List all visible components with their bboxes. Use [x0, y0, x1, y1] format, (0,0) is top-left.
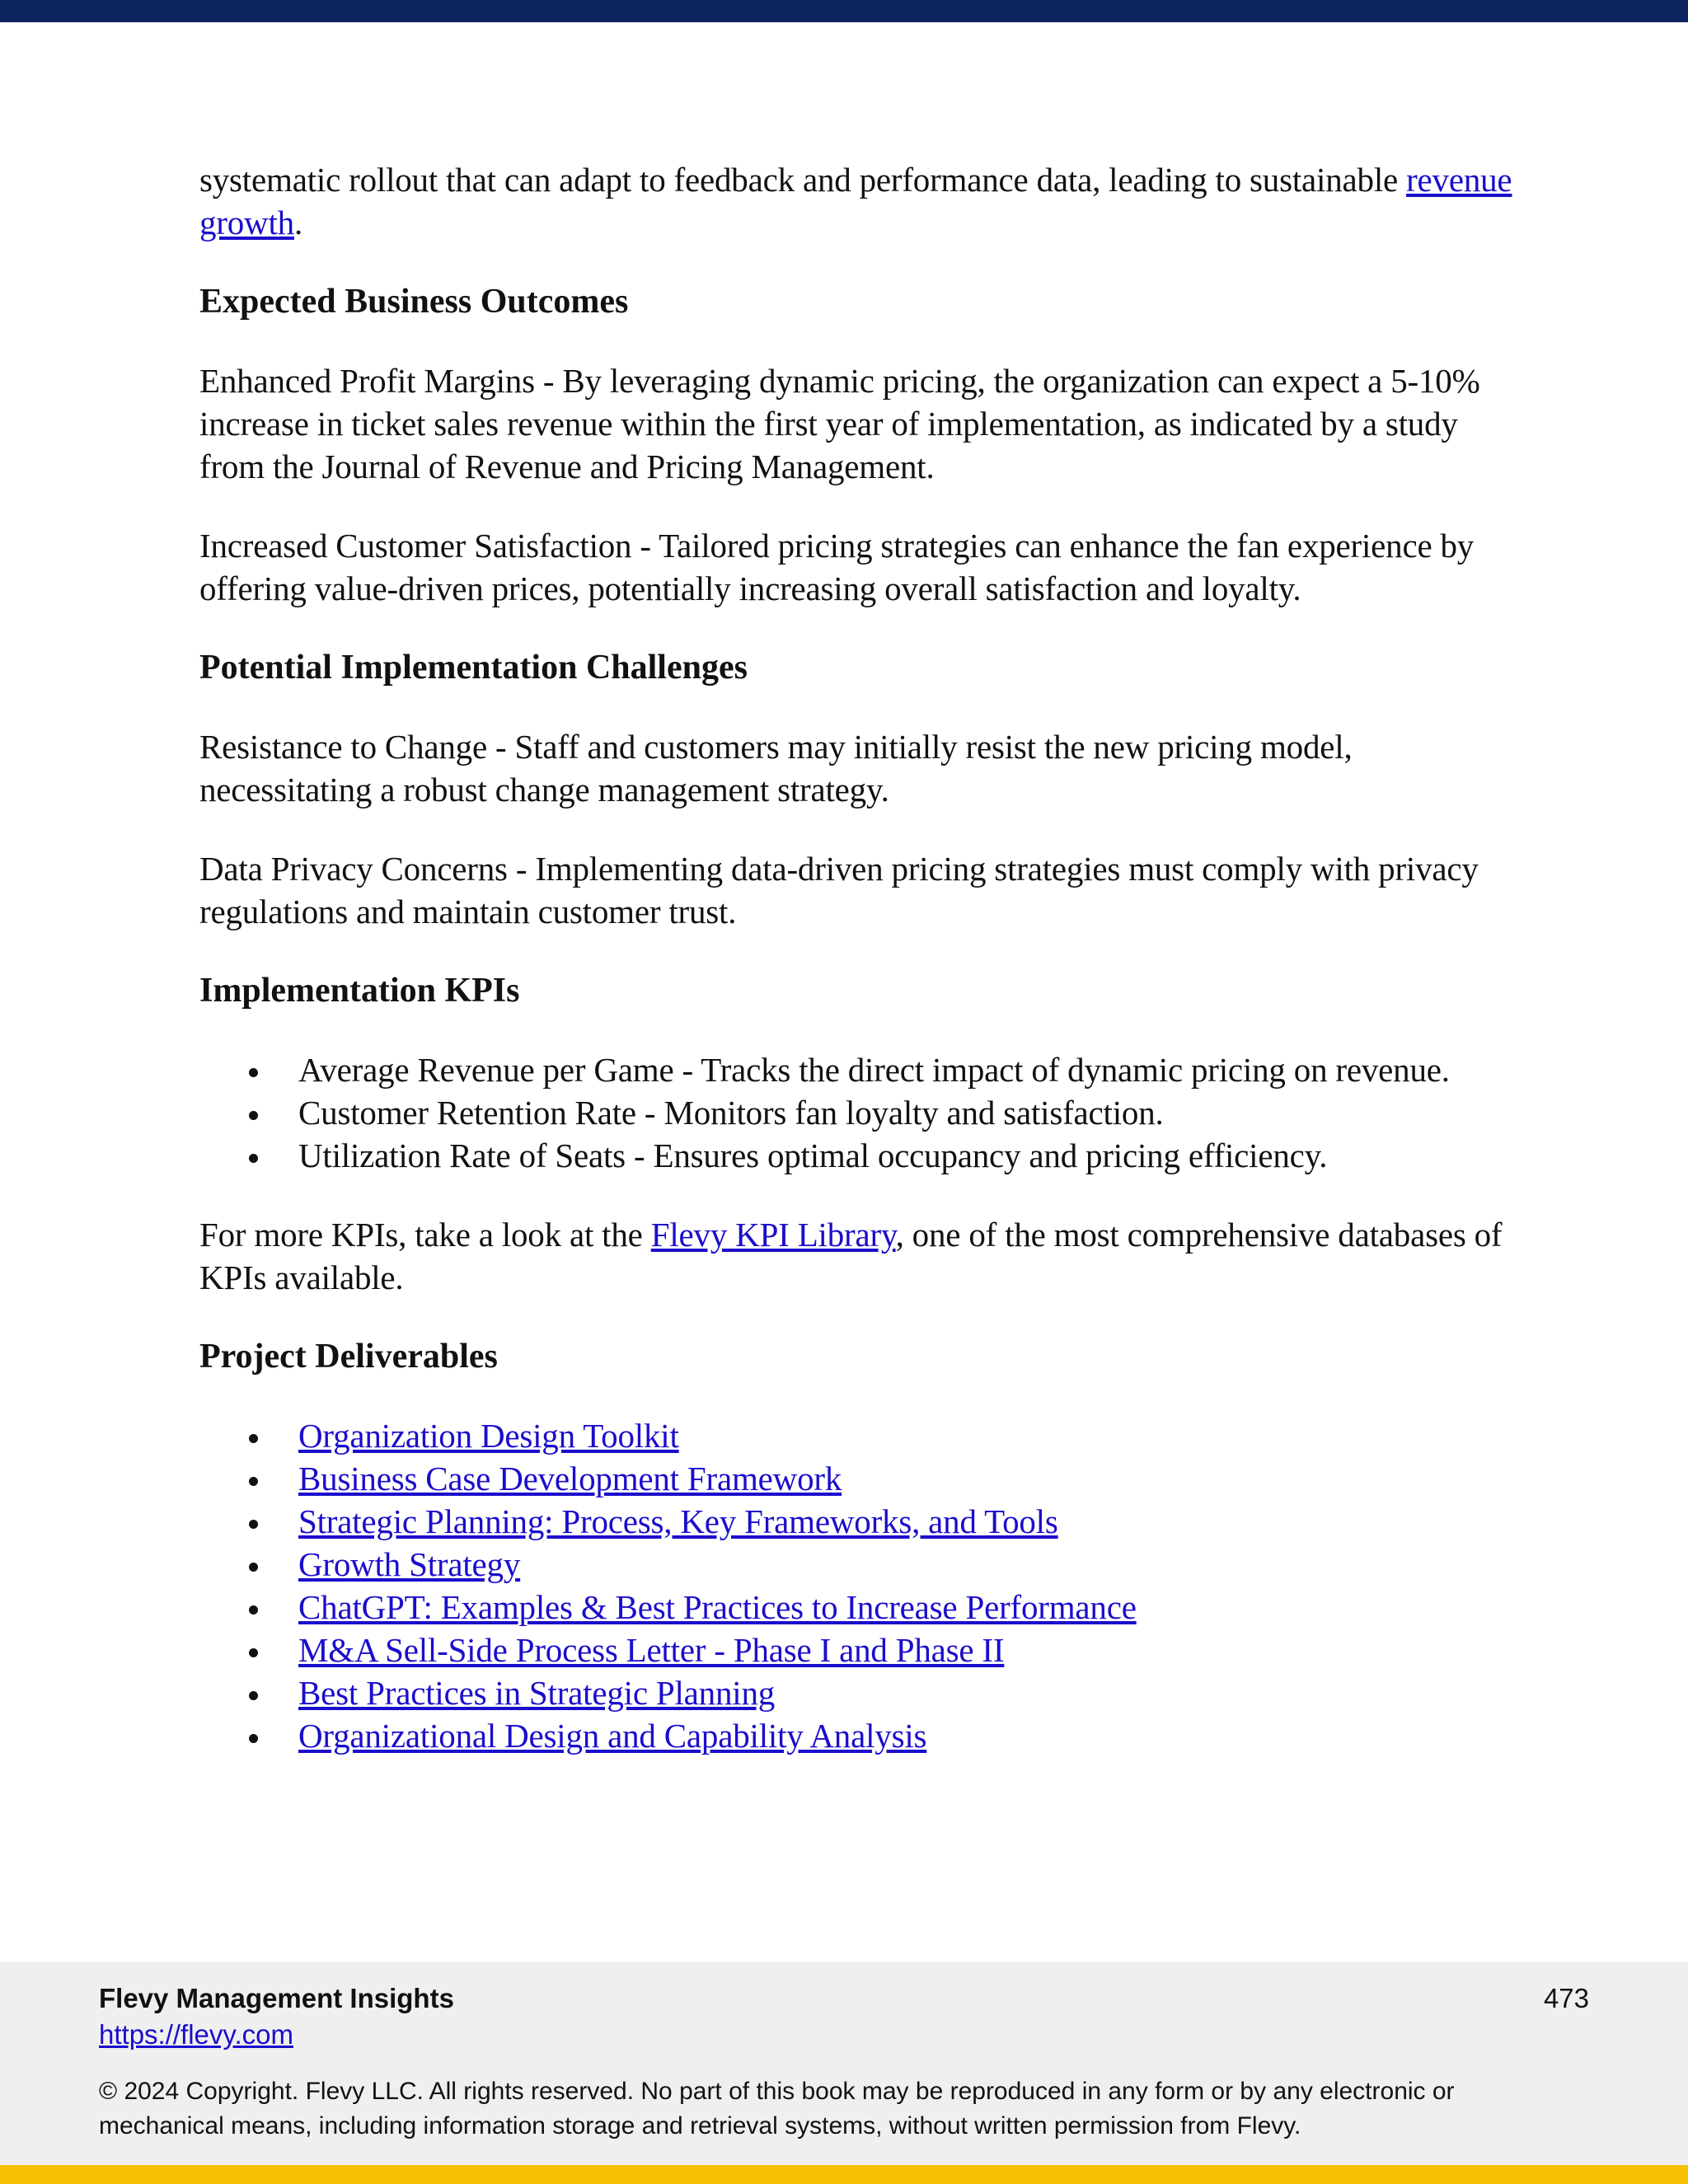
kpi-more-text: For more KPIs, take a look at the [199, 1216, 651, 1254]
bullet-icon [249, 1154, 258, 1163]
deliverable-link[interactable]: Organizational Design and Capability Analysis [298, 1717, 927, 1755]
deliverable-link[interactable]: M&A Sell-Side Process Letter - Phase I and Phase II [298, 1631, 1005, 1669]
page-number: 473 [1543, 1983, 1589, 2013]
kpi-more-text-end: , one of the most comprehensive databases of KPIs available. [199, 1216, 1503, 1296]
list-item [199, 1091, 1518, 1134]
deliverable-link[interactable]: Organization Design Toolkit [298, 1417, 679, 1455]
bullet-icon [249, 1477, 258, 1486]
flevy-kpi-library-link[interactable]: Flevy KPI Library [650, 1216, 896, 1254]
revenue-growth-link[interactable]: revenue growth [199, 161, 1512, 241]
list-item [199, 1457, 1518, 1500]
intro-text-end: . [293, 204, 303, 241]
kpi-text: Average Revenue per Game - Tracks the direct impact of dynamic pricing on revenue. [298, 1051, 1450, 1089]
deliverable-link[interactable]: Best Practices in Strategic Planning [298, 1674, 776, 1712]
list-item [199, 1048, 1518, 1091]
bullet-icon [249, 1734, 258, 1743]
intro-text: systematic rollout that can adapt to feedback and performance data, leading to sustainable [199, 161, 1407, 199]
bottom-accent-bar [0, 2165, 1688, 2184]
list-item [199, 1134, 1518, 1177]
deliverable-link[interactable]: Business Case Development Framework [298, 1460, 842, 1497]
bullet-icon [249, 1068, 258, 1077]
challenge-data-privacy: Data Privacy Concerns - Implementing data-driven pricing strategies must comply with privacy regulations and maintain customer trust. [199, 850, 1479, 930]
document-body [199, 158, 1518, 1793]
list-item [199, 1500, 1518, 1543]
footer-url-link[interactable]: https://flevy.com [99, 2019, 293, 2050]
kpi-text: Customer Retention Rate - Monitors fan loyalty and satisfaction. [298, 1094, 1164, 1132]
page-footer [0, 1962, 1688, 2165]
intro-paragraph [199, 158, 1518, 244]
bullet-icon [249, 1563, 258, 1572]
list-item [199, 1414, 1518, 1457]
list-item [199, 1543, 1518, 1586]
list-item [199, 1714, 1518, 1757]
list-item [199, 1629, 1518, 1671]
deliverables-heading: Project Deliverables [199, 1338, 498, 1376]
deliverable-link[interactable]: Growth Strategy [298, 1545, 521, 1583]
deliverables-list [199, 1414, 1518, 1757]
copyright-notice: © 2024 Copyright. Flevy LLC. All rights reserved. No part of this book may be reproduced in any form or by any electronic or mechanical means, including information storage and retrieval systems, without written permission from Flevy. [99, 2078, 1455, 2139]
bullet-icon [249, 1648, 258, 1657]
kpis-heading: Implementation KPIs [199, 972, 520, 1010]
deliverable-link[interactable]: Strategic Planning: Process, Key Frameworks, and Tools [298, 1502, 1058, 1540]
challenges-heading: Potential Implementation Challenges [199, 649, 748, 687]
kpi-text: Utilization Rate of Seats - Ensures optimal occupancy and pricing efficiency. [298, 1137, 1328, 1174]
bullet-icon [249, 1605, 258, 1615]
outcomes-heading: Expected Business Outcomes [199, 283, 629, 321]
bullet-icon [249, 1111, 258, 1120]
kpi-more-paragraph [199, 1213, 1518, 1299]
deliverable-link[interactable]: ChatGPT: Examples & Best Practices to Increase Performance [298, 1588, 1137, 1626]
kpi-list [199, 1048, 1518, 1177]
outcome-profit-margins: Enhanced Profit Margins - By leveraging dynamic pricing, the organization can expect a 5-10% increase in ticket sales revenue within the first year of implementation, as indicated by a study from the Journal of Revenue and Pricing Management. [199, 362, 1480, 485]
challenge-resistance: Resistance to Change - Staff and customers may initially resist the new pricing model, necessitating a robust change management strategy. [199, 728, 1353, 808]
outcome-customer-satisfaction: Increased Customer Satisfaction - Tailored pricing strategies can enhance the fan experience by offering value-driven prices, potentially increasing overall satisfaction and loyalty. [199, 527, 1475, 607]
footer-brand: Flevy Management Insights [99, 1983, 454, 2013]
list-item [199, 1586, 1518, 1629]
bullet-icon [249, 1520, 258, 1529]
bullet-icon [249, 1691, 258, 1700]
bullet-icon [249, 1434, 258, 1443]
top-accent-bar [0, 0, 1688, 22]
list-item [199, 1671, 1518, 1714]
